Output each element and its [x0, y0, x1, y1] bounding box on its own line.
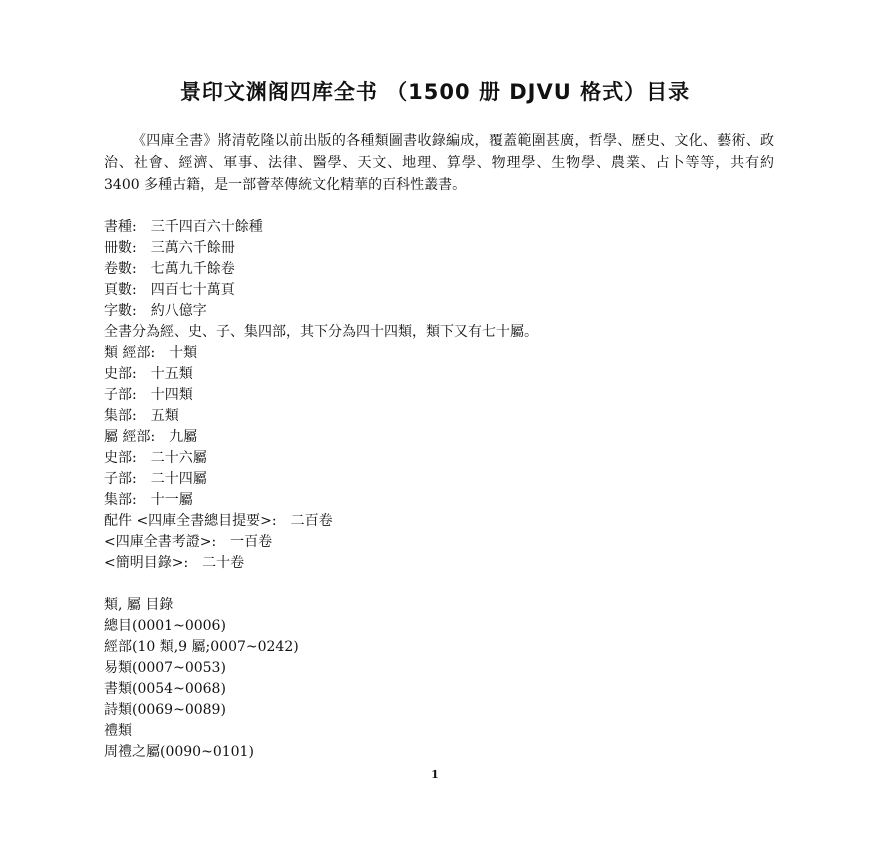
appendix-line-jianming: <簡明目錄>: 二十卷 — [104, 555, 245, 571]
summary-line-pages: 頁數: 四百七十萬頁 — [104, 282, 235, 298]
toc-entry: 總目(0001~0006) — [104, 618, 226, 634]
toc-entry: 經部(10 類,9 屬;0007~0242) — [104, 639, 299, 655]
toc-entry: 禮類 — [104, 723, 132, 739]
subcategory-line-shi: 史部: 二十六屬 — [104, 450, 207, 466]
category-line-shi: 史部: 十五類 — [104, 366, 193, 382]
summary-list — [104, 217, 784, 763]
appendix-line-kaozheng: <四庫全書考證>: 一百卷 — [104, 534, 273, 550]
subcategory-line-jing: 屬 經部: 九屬 — [104, 429, 198, 445]
summary-line-divisions: 全書分為經、史、子、集四部，其下分為四十四類，類下又有七十屬。 — [104, 324, 538, 340]
intro-paragraph: 《四庫全書》將清乾隆以前出版的各種類圖書收錄編成，覆蓋範圍甚廣，哲學、歷史、文化、藝術、政治、社會、經濟、軍事、法律、醫學、天文、地理、算學、物理學、生物學、農業、占卜等等，共有約 3400 多種古籍，是一部薈萃傳統文化精華的百科性叢書。 — [104, 133, 774, 193]
toc-entry: 詩類(0069~0089) — [104, 702, 226, 718]
category-line-jing: 類 經部: 十類 — [104, 345, 198, 361]
toc-heading: 類, 屬 目錄 — [104, 597, 174, 613]
appendix-line-zongmu: 配件 <四庫全書總目提要>: 二百卷 — [104, 513, 333, 529]
toc-entry: 周禮之屬(0090~0101) — [104, 744, 254, 760]
summary-line-scrolls: 卷數: 七萬九千餘卷 — [104, 261, 235, 277]
subcategory-line-ji: 集部: 十一屬 — [104, 492, 193, 508]
blank-spacer — [104, 574, 784, 595]
toc-entry: 易類(0007~0053) — [104, 660, 226, 676]
summary-line-book-types: 書種: 三千四百六十餘種 — [104, 219, 263, 235]
document-title: 景印文渊阁四库全书 （1500 册 DJVU 格式）目录 — [179, 80, 691, 104]
summary-line-characters: 字數: 約八億字 — [104, 303, 207, 319]
page-number: 1 — [431, 768, 439, 781]
category-line-ji: 集部: 五類 — [104, 408, 179, 424]
category-line-zi: 子部: 十四類 — [104, 387, 193, 403]
subcategory-line-zi: 子部: 二十四屬 — [104, 471, 207, 487]
summary-line-volumes: 冊數: 三萬六千餘冊 — [104, 240, 235, 256]
toc-entry: 書類(0054~0068) — [104, 681, 226, 697]
